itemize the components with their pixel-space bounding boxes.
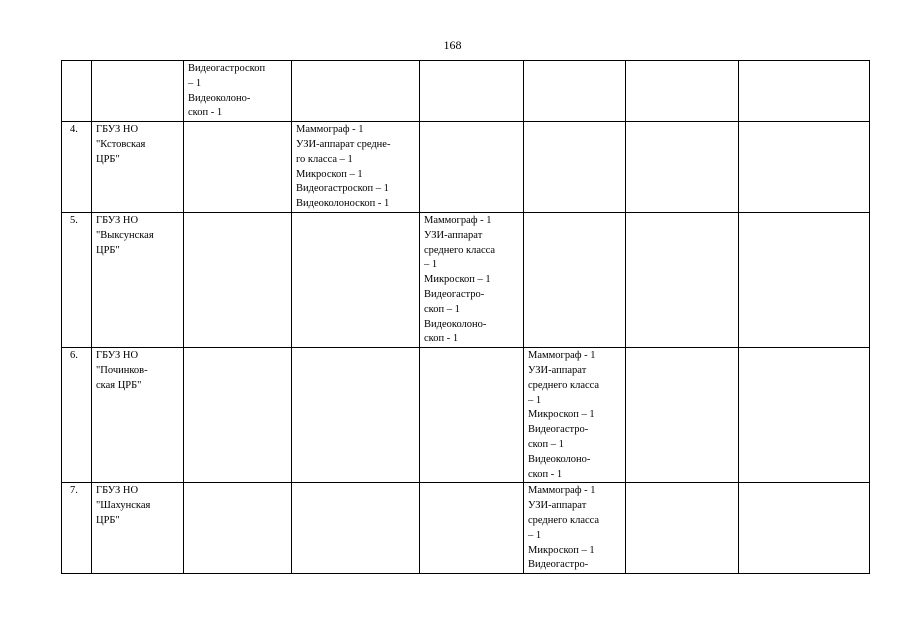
equipment-cell xyxy=(292,483,420,574)
equipment-cell: Видеогастроскоп – 1 Видеоколоно- скоп - 1 xyxy=(184,61,292,122)
equipment-cell xyxy=(184,212,292,347)
page-number: 168 xyxy=(443,38,462,52)
equipment-cell xyxy=(626,483,739,574)
organization-cell xyxy=(92,61,184,122)
row-number-cell: 5. xyxy=(62,212,92,347)
equipment-cell xyxy=(739,348,870,483)
table-row xyxy=(62,483,870,574)
row-number-cell: 6. xyxy=(62,348,92,483)
equipment-cell: Маммограф - 1 УЗИ-аппарат среднего класса – 1 Микроскоп – 1 Видеогастро- xyxy=(524,483,626,574)
equipment-cell: Маммограф - 1 УЗИ-аппарат среднего класса – 1 Микроскоп – 1 Видеогастро- скоп – 1 Видеоколоно- скоп - 1 xyxy=(524,348,626,483)
equipment-cell xyxy=(524,61,626,122)
equipment-cell xyxy=(524,122,626,213)
row-number-cell: 7. xyxy=(62,483,92,574)
organization-cell: ГБУЗ НО "Кстовская ЦРБ" xyxy=(92,122,184,213)
equipment-cell xyxy=(184,122,292,213)
table-row xyxy=(62,61,870,122)
equipment-cell: Маммограф - 1 УЗИ-аппарат средне- го класса – 1 Микроскоп – 1 Видеогастроскоп – 1 Видеоколоноскоп - 1 xyxy=(292,122,420,213)
row-number-cell xyxy=(62,61,92,122)
organization-cell: ГБУЗ НО "Выксунская ЦРБ" xyxy=(92,212,184,347)
organization-cell: ГБУЗ НО "Шахунская ЦРБ" xyxy=(92,483,184,574)
equipment-cell xyxy=(739,483,870,574)
equipment-cell xyxy=(420,348,524,483)
equipment-cell xyxy=(739,61,870,122)
equipment-cell xyxy=(626,348,739,483)
row-number-cell: 4. xyxy=(62,122,92,213)
equipment-cell xyxy=(420,61,524,122)
table-row xyxy=(62,122,870,213)
equipment-cell xyxy=(184,348,292,483)
equipment-cell xyxy=(626,212,739,347)
equipment-cell xyxy=(524,212,626,347)
table-row xyxy=(62,212,870,347)
equipment-cell xyxy=(739,212,870,347)
equipment-cell xyxy=(420,122,524,213)
equipment-cell xyxy=(420,483,524,574)
organization-cell: ГБУЗ НО "Починков- ская ЦРБ" xyxy=(92,348,184,483)
equipment-cell xyxy=(626,61,739,122)
equipment-cell xyxy=(739,122,870,213)
equipment-cell xyxy=(292,348,420,483)
equipment-cell: Маммограф - 1 УЗИ-аппарат среднего класса – 1 Микроскоп – 1 Видеогастро- скоп – 1 Видеоколоно- скоп - 1 xyxy=(420,212,524,347)
equipment-cell xyxy=(184,483,292,574)
table-row xyxy=(62,348,870,483)
equipment-cell xyxy=(292,61,420,122)
equipment-table xyxy=(61,60,870,574)
equipment-cell xyxy=(292,212,420,347)
equipment-cell xyxy=(626,122,739,213)
